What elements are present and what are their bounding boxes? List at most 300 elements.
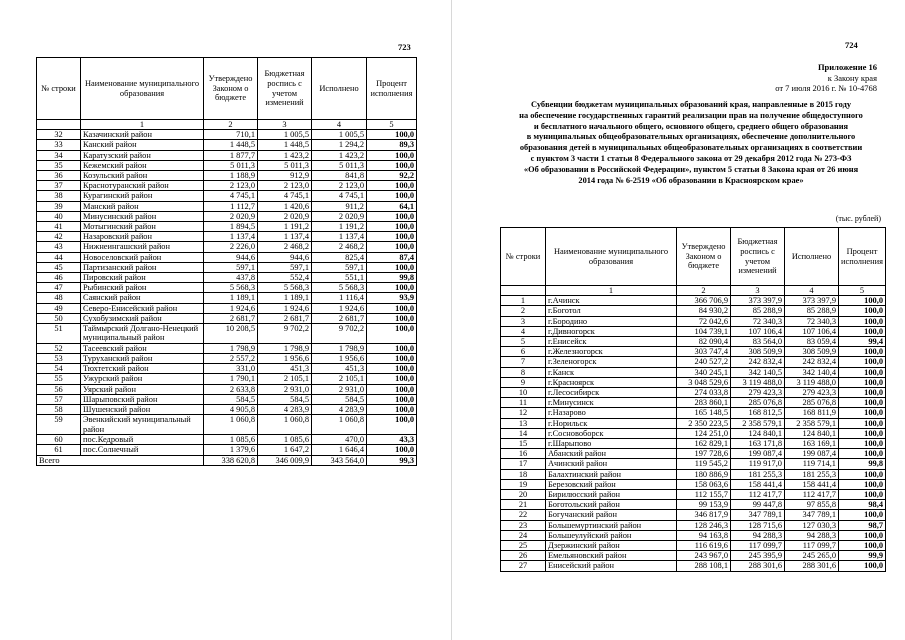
row-approved: 1 924,6	[204, 303, 258, 313]
row-name: Нижнеингашский район	[81, 242, 204, 252]
row-number: 26	[501, 551, 546, 561]
table-row	[501, 541, 886, 551]
row-percent: 100,0	[839, 367, 886, 377]
row-percent: 100,0	[367, 303, 417, 313]
row-number: 50	[37, 313, 81, 323]
row-percent: 100,0	[367, 283, 417, 293]
table-row	[501, 449, 886, 459]
row-percent: 100,0	[367, 394, 417, 404]
row-executed: 181 255,3	[785, 469, 839, 479]
row-name: Кежемский район	[81, 160, 204, 170]
row-approved: 331,0	[204, 364, 258, 374]
table-row	[501, 388, 886, 398]
row-percent: 100,0	[839, 439, 886, 449]
row-name: г.Бородино	[546, 316, 677, 326]
row-percent: 100,0	[367, 150, 417, 160]
row-budget: 94 288,3	[731, 530, 785, 540]
row-executed: 597,1	[312, 262, 367, 272]
table-row	[501, 296, 886, 306]
row-number: 60	[37, 435, 81, 445]
row-percent: 100,0	[839, 541, 886, 551]
row-name: Дзержинский район	[546, 541, 677, 551]
row-approved: 288 108,1	[677, 561, 731, 571]
table-row	[501, 306, 886, 316]
row-number: 55	[37, 374, 81, 384]
row-number: 13	[501, 418, 546, 428]
row-percent: 100,0	[839, 490, 886, 500]
row-name: Каратузский район	[81, 150, 204, 160]
row-name: Канский район	[81, 140, 204, 150]
row-name: Тюхтетский район	[81, 364, 204, 374]
row-budget: 2 681,7	[258, 313, 312, 323]
table-row	[37, 201, 417, 211]
row-percent: 100,0	[839, 449, 886, 459]
row-number: 45	[37, 262, 81, 272]
table-row	[501, 377, 886, 387]
row-executed: 1 060,8	[312, 415, 367, 435]
row-budget: 342 140,5	[731, 367, 785, 377]
row-executed: 470,0	[312, 435, 367, 445]
row-budget: 181 255,3	[731, 469, 785, 479]
row-approved: 1 060,8	[204, 415, 258, 435]
row-name: г.Сосновоборск	[546, 428, 677, 438]
row-approved: 4 745,1	[204, 191, 258, 201]
row-number: 21	[501, 500, 546, 510]
page-number-right: 724	[845, 40, 858, 50]
col-header-percent: Процент исполнения	[367, 58, 417, 120]
row-name: г.Канск	[546, 367, 677, 377]
row-approved: 99 153,9	[677, 500, 731, 510]
row-number: 22	[501, 510, 546, 520]
row-name: г.Дивногорск	[546, 326, 677, 336]
row-budget: 112 417,7	[731, 490, 785, 500]
row-name: г.Боготол	[546, 306, 677, 316]
table-row	[37, 394, 417, 404]
heading-line: Субвенции бюджетам муниципальных образований края, направленные в 2015 году	[530, 100, 852, 109]
row-approved: 5 568,3	[204, 283, 258, 293]
row-executed: 584,5	[312, 394, 367, 404]
row-number: 15	[501, 439, 546, 449]
row-executed: 5 568,3	[312, 283, 367, 293]
table-row	[37, 232, 417, 242]
row-budget: 1 137,4	[258, 232, 312, 242]
row-percent: 100,0	[367, 313, 417, 323]
row-number: 36	[37, 171, 81, 181]
row-executed: 1 924,6	[312, 303, 367, 313]
table-row	[501, 347, 886, 357]
row-number: 57	[37, 394, 81, 404]
row-budget: 1 060,8	[258, 415, 312, 435]
left-page	[0, 0, 452, 640]
table-row	[501, 459, 886, 469]
row-name: Сухобузимский район	[81, 313, 204, 323]
row-number: 61	[37, 445, 81, 455]
row-approved: 128 246,3	[677, 520, 731, 530]
row-budget: 451,3	[258, 364, 312, 374]
col-header-num: № строки	[37, 58, 81, 120]
row-executed: 1 423,2	[312, 150, 367, 160]
row-percent: 100,0	[839, 469, 886, 479]
row-name: Краснотуранский район	[81, 181, 204, 191]
row-name: Мотыгинский район	[81, 222, 204, 232]
row-name: г.Назарово	[546, 408, 677, 418]
row-name: Большемуртинский район	[546, 520, 677, 530]
row-percent: 100,0	[367, 262, 417, 272]
row-percent: 100,0	[839, 418, 886, 428]
row-name: Пировский район	[81, 273, 204, 283]
row-approved: 584,5	[204, 394, 258, 404]
row-number: 10	[501, 388, 546, 398]
row-name: Березовский район	[546, 479, 677, 489]
col-header-percent: Процент исполнения	[839, 228, 886, 286]
row-budget: 279 423,3	[731, 388, 785, 398]
row-executed: 373 397,9	[785, 296, 839, 306]
row-percent: 87,4	[367, 252, 417, 262]
row-number: 4	[501, 326, 546, 336]
table-row	[37, 364, 417, 374]
row-approved: 2 123,0	[204, 181, 258, 191]
row-approved: 274 033,8	[677, 388, 731, 398]
row-number: 18	[501, 469, 546, 479]
row-executed: 825,4	[312, 252, 367, 262]
row-budget: 1 423,2	[258, 150, 312, 160]
row-name: г.Лесосибирск	[546, 388, 677, 398]
row-budget: 9 702,2	[258, 324, 312, 344]
row-approved: 2 226,0	[204, 242, 258, 252]
row-percent: 100,0	[839, 347, 886, 357]
row-budget: 308 509,9	[731, 347, 785, 357]
row-budget: 107 106,4	[731, 326, 785, 336]
row-approved: 1 379,6	[204, 445, 258, 455]
table-row	[37, 293, 417, 303]
row-percent: 100,0	[839, 296, 886, 306]
col-header-name: Наименование муниципального образования	[546, 228, 677, 286]
row-name: Большеулуйский район	[546, 530, 677, 540]
row-number: 37	[37, 181, 81, 191]
row-executed: 94 288,3	[785, 530, 839, 540]
table-row	[37, 262, 417, 272]
heading-line: в муниципальных общеобразовательных организациях, обеспечение дополнительного	[526, 132, 856, 142]
table-row	[501, 479, 886, 489]
row-number: 23	[501, 520, 546, 530]
row-name: Балахтинский район	[546, 469, 677, 479]
row-budget: 944,6	[258, 252, 312, 262]
row-executed: 308 509,9	[785, 347, 839, 357]
row-executed: 2 358 579,1	[785, 418, 839, 428]
appendix-line-2: от 7 июля 2016 г. № 10-4768	[775, 83, 877, 93]
left-data-table	[36, 57, 417, 466]
row-number: 39	[37, 201, 81, 211]
row-budget: 1 448,5	[258, 140, 312, 150]
row-budget: 373 397,9	[731, 296, 785, 306]
row-executed: 1 798,9	[312, 343, 367, 353]
row-number: 51	[37, 324, 81, 344]
row-budget: 2 358 579,1	[731, 418, 785, 428]
row-budget: 1 647,2	[258, 445, 312, 455]
table-row	[37, 354, 417, 364]
row-approved: 366 706,9	[677, 296, 731, 306]
heading-line: и бесплатного начального общего, основного общего, среднего общего образования	[533, 121, 849, 131]
row-budget: 99 447,8	[731, 500, 785, 510]
col-header-approved: Утверждено Законом о бюджете	[677, 228, 731, 286]
row-approved: 283 860,1	[677, 398, 731, 408]
row-number: 42	[37, 232, 81, 242]
row-budget: 1 956,6	[258, 354, 312, 364]
row-budget: 199 087,4	[731, 449, 785, 459]
row-budget: 242 832,4	[731, 357, 785, 367]
row-percent: 99,4	[839, 337, 886, 347]
row-executed: 1 956,6	[312, 354, 367, 364]
row-approved: 10 208,5	[204, 324, 258, 344]
row-budget: 72 340,3	[731, 316, 785, 326]
table-row	[37, 140, 417, 150]
row-budget: 124 840,1	[731, 428, 785, 438]
row-number: 35	[37, 160, 81, 170]
table-row	[501, 551, 886, 561]
row-executed: 117 099,7	[785, 541, 839, 551]
row-executed: 97 855,8	[785, 500, 839, 510]
row-number: 40	[37, 211, 81, 221]
table-row	[501, 316, 886, 326]
table-row	[501, 561, 886, 571]
row-percent: 100,0	[839, 388, 886, 398]
total-label: Всего	[37, 455, 204, 465]
row-budget: 2 105,1	[258, 374, 312, 384]
row-name: Эвенкийский муниципальный район	[81, 415, 204, 435]
row-percent: 100,0	[367, 211, 417, 221]
table-row	[37, 405, 417, 415]
row-approved: 1 189,1	[204, 293, 258, 303]
row-name: Манский район	[81, 201, 204, 211]
row-name: Казачинский район	[81, 130, 204, 140]
row-budget: 4 283,9	[258, 405, 312, 415]
row-name: пос.Кедровый	[81, 435, 204, 445]
table-row	[501, 357, 886, 367]
col-header-budget: Бюджетная роспись с учетом изменений	[731, 228, 785, 286]
row-number: 46	[37, 273, 81, 283]
row-name: Шушенский район	[81, 405, 204, 415]
row-executed: 163 169,1	[785, 439, 839, 449]
row-executed: 168 811,9	[785, 408, 839, 418]
row-executed: 4 283,9	[312, 405, 367, 415]
table-row	[37, 283, 417, 293]
row-budget: 4 745,1	[258, 191, 312, 201]
row-percent: 100,0	[839, 561, 886, 571]
heading-line: на обеспечение государственных гарантий реализации прав на получение общедоступного	[519, 110, 863, 120]
table-row	[37, 171, 417, 181]
row-percent: 100,0	[367, 324, 417, 344]
row-approved: 2 633,8	[204, 384, 258, 394]
row-executed: 347 789,1	[785, 510, 839, 520]
row-number: 12	[501, 408, 546, 418]
row-percent: 100,0	[367, 384, 417, 394]
row-name: Ужурский район	[81, 374, 204, 384]
col-header-executed: Исполнено	[312, 58, 367, 120]
row-percent: 100,0	[839, 326, 886, 336]
row-budget: 347 789,1	[731, 510, 785, 520]
row-executed: 285 076,8	[785, 398, 839, 408]
row-name: Назаровский район	[81, 232, 204, 242]
row-approved: 165 148,5	[677, 408, 731, 418]
row-percent: 100,0	[839, 530, 886, 540]
row-approved: 5 011,3	[204, 160, 258, 170]
table-row	[501, 439, 886, 449]
table-row	[37, 130, 417, 140]
row-percent: 100,0	[839, 510, 886, 520]
row-budget: 83 564,0	[731, 337, 785, 347]
row-executed: 1 646,4	[312, 445, 367, 455]
row-number: 49	[37, 303, 81, 313]
row-approved: 162 829,1	[677, 439, 731, 449]
col-header-name: Наименование муниципального образования	[81, 58, 204, 120]
row-budget: 168 812,5	[731, 408, 785, 418]
row-percent: 100,0	[839, 357, 886, 367]
row-executed: 112 417,7	[785, 490, 839, 500]
row-name: Бирилюсский район	[546, 490, 677, 500]
row-percent: 93,9	[367, 293, 417, 303]
row-budget: 584,5	[258, 394, 312, 404]
row-number: 5	[501, 337, 546, 347]
row-name: Шарыповский район	[81, 394, 204, 404]
row-approved: 84 930,2	[677, 306, 731, 316]
row-approved: 346 817,9	[677, 510, 731, 520]
table-row	[501, 326, 886, 336]
row-approved: 1 188,9	[204, 171, 258, 181]
row-budget: 1 005,5	[258, 130, 312, 140]
page-number-left: 723	[398, 42, 411, 52]
row-executed: 1 191,2	[312, 222, 367, 232]
appendix-line-1: к Закону края	[827, 72, 877, 83]
table-row	[501, 520, 886, 530]
row-name: Уярский район	[81, 384, 204, 394]
right-table-body	[501, 296, 886, 571]
appendix-title: Приложение 16	[817, 62, 877, 72]
row-budget: 597,1	[258, 262, 312, 272]
table-row	[37, 242, 417, 252]
table-row	[37, 160, 417, 170]
row-approved: 597,1	[204, 262, 258, 272]
row-percent: 100,0	[367, 191, 417, 201]
table-row	[37, 324, 417, 344]
row-number: 48	[37, 293, 81, 303]
row-approved: 104 739,1	[677, 326, 731, 336]
row-approved: 72 042,6	[677, 316, 731, 326]
row-number: 25	[501, 541, 546, 551]
row-percent: 100,0	[367, 405, 417, 415]
row-approved: 1 894,5	[204, 222, 258, 232]
row-number: 8	[501, 367, 546, 377]
left-table-body	[37, 130, 417, 455]
table-row	[37, 273, 417, 283]
row-name: г.Норильск	[546, 418, 677, 428]
row-approved: 1 798,9	[204, 343, 258, 353]
row-percent: 100,0	[367, 343, 417, 353]
row-approved: 180 886,9	[677, 469, 731, 479]
row-approved: 158 063,6	[677, 479, 731, 489]
row-percent: 100,0	[367, 160, 417, 170]
row-name: Минусинский район	[81, 211, 204, 221]
col-header-budget: Бюджетная роспись с учетом изменений	[258, 58, 312, 120]
row-name: Абанский район	[546, 449, 677, 459]
row-budget: 1 924,6	[258, 303, 312, 313]
row-name: Енисейский район	[546, 561, 677, 571]
table-row	[501, 469, 886, 479]
row-percent: 100,0	[839, 377, 886, 387]
row-approved: 94 163,8	[677, 530, 731, 540]
heading-line: с пунктом 3 части 1 статьи 8 Федерального закона от 29 декабря 2012 года № 273-ФЗ	[530, 153, 852, 163]
row-percent: 92,2	[367, 171, 417, 181]
row-number: 33	[37, 140, 81, 150]
row-percent: 100,0	[367, 445, 417, 455]
row-name: Козульский район	[81, 171, 204, 181]
row-name: г.Красноярск	[546, 377, 677, 387]
row-approved: 119 545,2	[677, 459, 731, 469]
row-number: 56	[37, 384, 81, 394]
row-number: 2	[501, 306, 546, 316]
row-executed: 1 137,4	[312, 232, 367, 242]
table-row	[501, 418, 886, 428]
row-executed: 2 931,0	[312, 384, 367, 394]
row-number: 44	[37, 252, 81, 262]
row-executed: 83 059,4	[785, 337, 839, 347]
row-executed: 3 119 488,0	[785, 377, 839, 387]
row-name: г.Шарыпово	[546, 439, 677, 449]
row-number: 58	[37, 405, 81, 415]
row-approved: 3 048 529,6	[677, 377, 731, 387]
table-row	[37, 181, 417, 191]
row-approved: 112 155,7	[677, 490, 731, 500]
row-number: 32	[37, 130, 81, 140]
row-budget: 552,4	[258, 273, 312, 283]
row-name: Туруханский район	[81, 354, 204, 364]
row-percent: 100,0	[839, 306, 886, 316]
total-budget: 346 009,9	[258, 455, 312, 465]
table-row	[37, 435, 417, 445]
row-executed: 158 441,4	[785, 479, 839, 489]
row-executed: 841,8	[312, 171, 367, 181]
row-number: 52	[37, 343, 81, 353]
row-approved: 1 790,1	[204, 374, 258, 384]
row-executed: 2 681,7	[312, 313, 367, 323]
row-percent: 100,0	[839, 408, 886, 418]
row-executed: 342 140,4	[785, 367, 839, 377]
row-executed: 119 714,1	[785, 459, 839, 469]
row-number: 38	[37, 191, 81, 201]
row-name: Тасеевский район	[81, 343, 204, 353]
row-name: г.Ачинск	[546, 296, 677, 306]
row-budget: 1 189,1	[258, 293, 312, 303]
row-executed: 242 832,4	[785, 357, 839, 367]
row-executed: 1 005,5	[312, 130, 367, 140]
heading-line: 2014 года № 6-2519 «Об образовании в Красноярском крае»	[578, 175, 804, 185]
table-row	[37, 415, 417, 435]
row-percent: 100,0	[367, 222, 417, 232]
table-row	[501, 530, 886, 540]
heading-line: образования детей в муниципальных общеобразовательных организациях в соответствии	[519, 143, 863, 153]
column-index-row: 1 2 3 4 5	[501, 286, 886, 296]
row-executed: 911,2	[312, 201, 367, 211]
table-row	[37, 374, 417, 384]
row-budget: 85 288,9	[731, 306, 785, 316]
row-number: 17	[501, 459, 546, 469]
row-executed: 2 105,1	[312, 374, 367, 384]
row-budget: 1 420,6	[258, 201, 312, 211]
row-percent: 100,0	[367, 354, 417, 364]
row-number: 54	[37, 364, 81, 374]
row-percent: 99,8	[367, 273, 417, 283]
row-budget: 2 020,9	[258, 211, 312, 221]
row-approved: 944,6	[204, 252, 258, 262]
